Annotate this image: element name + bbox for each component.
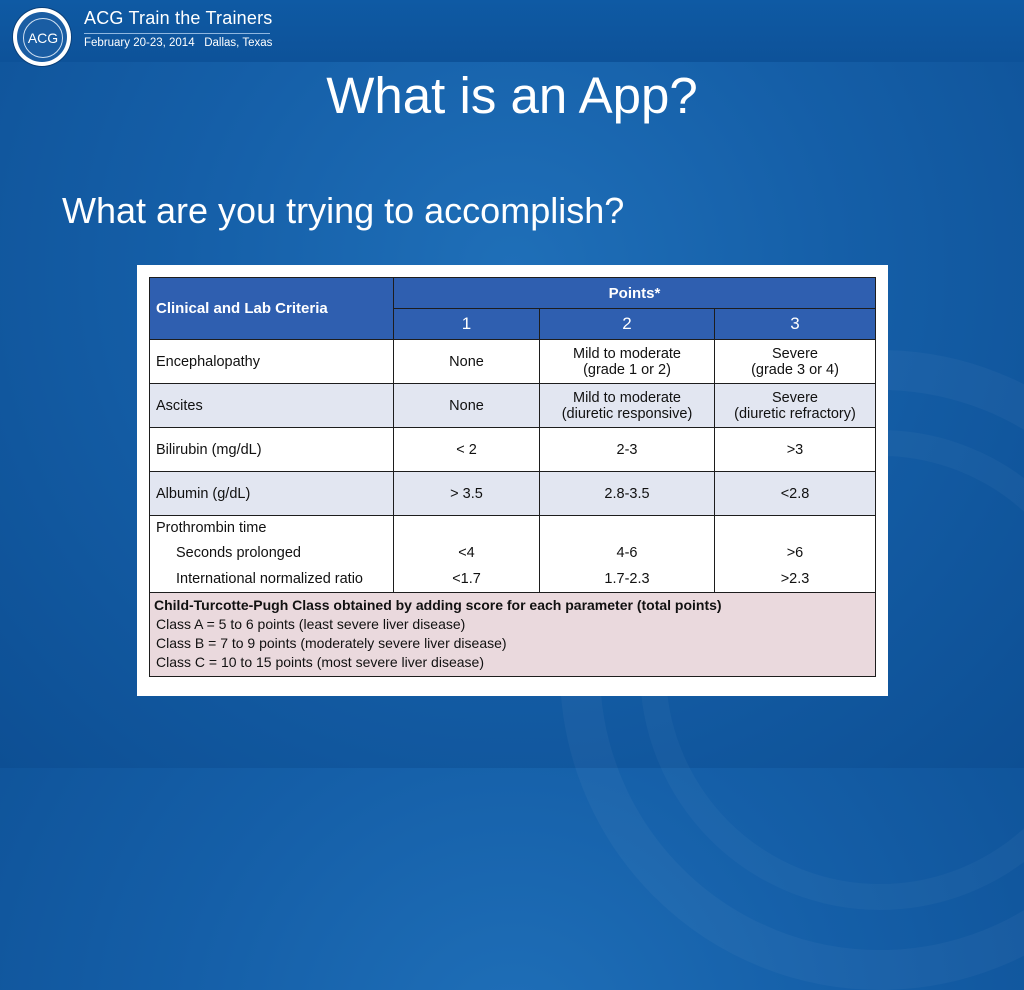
points-3-cell	[715, 384, 876, 428]
cell-line: 1.7-2.3	[604, 571, 650, 587]
points-2-cell	[540, 340, 715, 384]
class-line: Class A = 5 to 6 points (least severe liver disease)	[156, 616, 466, 632]
sub-criterion: Seconds prolonged	[176, 545, 301, 561]
slide-title: What is an App?	[326, 67, 698, 124]
cell-line: (diuretic refractory)	[734, 405, 856, 422]
cell-line: 4-6	[616, 545, 638, 561]
conference-dates: February 20-23, 2014	[84, 37, 195, 49]
cell-line: (diuretic responsive)	[561, 405, 693, 422]
class-footer-heading: Child-Turcotte-Pugh Class obtained by adding score for each parameter (total points)	[154, 597, 722, 613]
conference-subtitle	[84, 37, 272, 49]
child-pugh-table	[149, 277, 876, 677]
child-pugh-table-image	[137, 265, 888, 696]
points-header: Points*	[394, 278, 876, 309]
class-footer-cell	[150, 593, 876, 677]
table-row	[150, 472, 876, 516]
cell-spacer	[394, 516, 539, 540]
table-row	[150, 340, 876, 384]
points-2-cell: 2.8-3.5	[540, 472, 715, 516]
sub-criterion: International normalized ratio	[176, 571, 363, 587]
points-1-cell: < 2	[394, 428, 540, 472]
points-1-cell	[394, 516, 540, 593]
footer-row	[150, 593, 876, 677]
conference-title: ACG Train the Trainers	[84, 8, 273, 28]
points-col-3: 3	[715, 309, 876, 340]
cell-line: Mild to moderate	[573, 345, 681, 362]
acg-logo	[13, 8, 71, 66]
conference-location: Dallas, Texas	[204, 37, 273, 49]
logo-text: ACG	[23, 18, 63, 58]
points-1-cell: None	[394, 340, 540, 384]
prothrombin-row	[150, 516, 876, 593]
slide-subtitle: What are you trying to accomplish?	[62, 190, 625, 231]
criterion-cell: Ascites	[150, 384, 394, 428]
cell-line: >6	[786, 545, 804, 561]
points-2-cell	[540, 384, 715, 428]
criteria-header: Clinical and Lab Criteria	[150, 278, 394, 340]
points-col-2: 2	[540, 309, 715, 340]
points-3-cell: <2.8	[715, 472, 876, 516]
points-3-cell	[715, 340, 876, 384]
points-2-cell: 2-3	[540, 428, 715, 472]
cell-line: (grade 3 or 4)	[751, 361, 839, 378]
cell-spacer	[715, 516, 875, 540]
conference-title-underline	[84, 33, 270, 34]
prothrombin-criterion-cell	[150, 516, 394, 593]
prothrombin-label: Prothrombin time	[156, 520, 267, 536]
class-line: Class B = 7 to 9 points (moderately severe liver disease)	[156, 635, 507, 651]
criterion-cell: Albumin (g/dL)	[150, 472, 394, 516]
table-row	[150, 428, 876, 472]
cell-line: >2.3	[780, 571, 810, 587]
criterion-cell: Bilirubin (mg/dL)	[150, 428, 394, 472]
cell-line: Mild to moderate	[573, 389, 681, 406]
points-1-cell: None	[394, 384, 540, 428]
table-row	[150, 384, 876, 428]
points-3-cell	[715, 516, 876, 593]
points-3-cell: >3	[715, 428, 876, 472]
cell-line: <4	[458, 545, 475, 561]
criterion-cell: Encephalopathy	[150, 340, 394, 384]
cell-line: Severe	[772, 389, 818, 406]
cell-line: (grade 1 or 2)	[583, 361, 671, 378]
points-1-cell: > 3.5	[394, 472, 540, 516]
class-line: Class C = 10 to 15 points (most severe liver disease)	[156, 654, 484, 670]
cell-line: <1.7	[452, 571, 481, 587]
points-col-1: 1	[394, 309, 540, 340]
points-2-cell	[540, 516, 715, 593]
cell-line: Severe	[772, 345, 818, 362]
cell-spacer	[540, 516, 714, 540]
